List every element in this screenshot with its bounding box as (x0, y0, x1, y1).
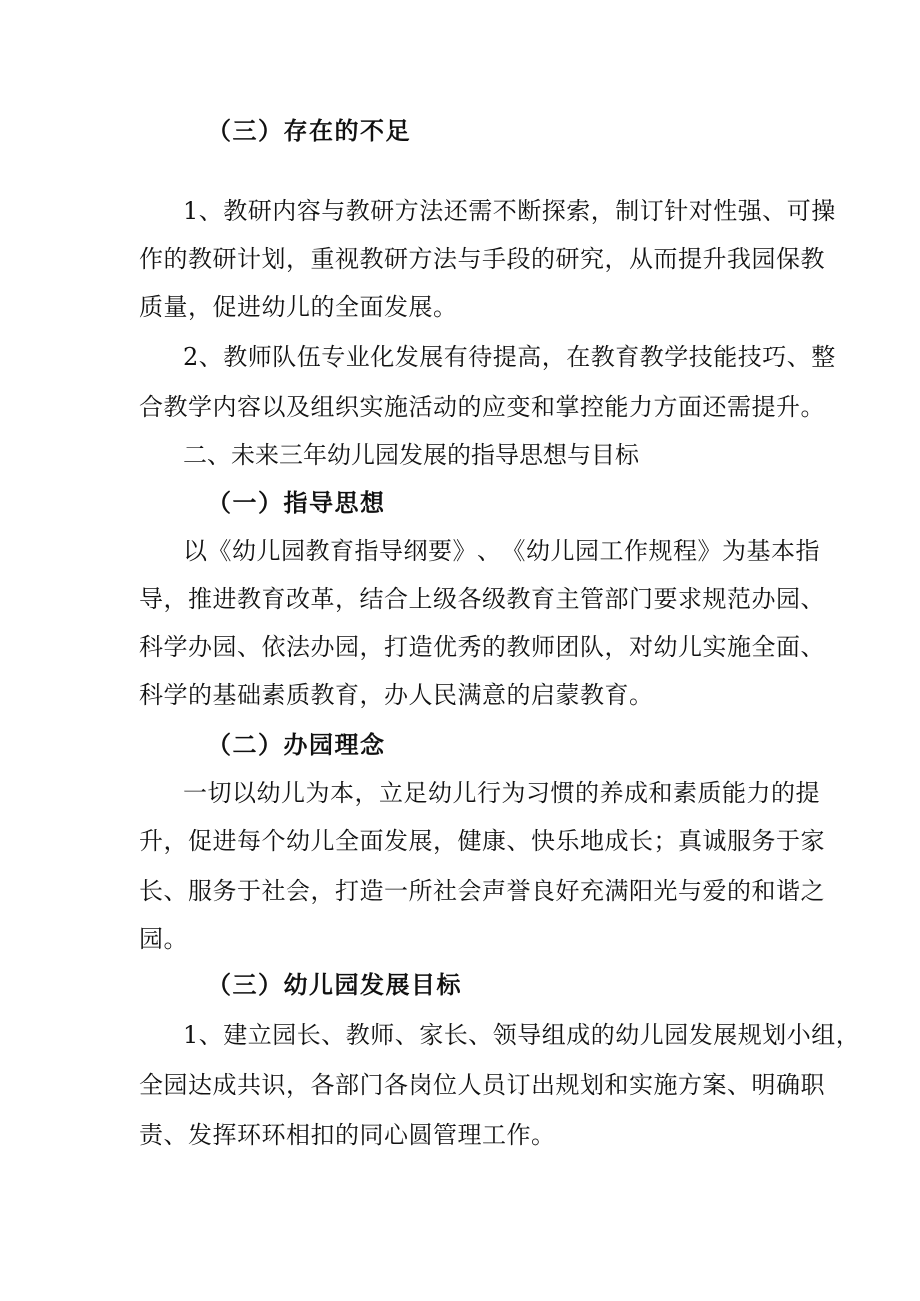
philosophy-line-3: 长 、 服 务 于 社 会 ， 打 造 一 所 社 会 声 誉 良 好 充 满 阳 光 与 爱 的 和 谐 之 (139, 877, 825, 905)
deficiency-1-line-1: 1 、 教 研 内 容 与 教 研 方 法 还 需 不 断 探 索 ， 制 订 针 对 性 强 、 可 操 (183, 197, 836, 225)
deficiency-2-line-2: 合 教 学 内 容 以 及 组 织 实 施 活 动 的 应 变 和 掌 控 能 力 方 面 还 需 提 升 。 (139, 393, 825, 421)
guiding-heading: （一）指导思想 (207, 489, 386, 517)
deficiencies-heading: （三）存在的不足 (207, 117, 411, 145)
goals-heading: （三）幼儿园发展目标 (207, 971, 462, 999)
goal-1-line-2: 全 园 达 成 共 识 ， 各 部 门 各 岗 位 人 员 订 出 规 划 和 实 施 方 案 、 明 确 职 (139, 1071, 825, 1099)
philosophy-line-1: 一 切 以 幼 儿 为 本 ， 立 足 幼 儿 行 为 习 惯 的 养 成 和 素 质 能 力 的 提 (183, 779, 820, 807)
goal-1-line-3: 责、发挥环环相扣的同心圆管理工作。 (139, 1121, 556, 1149)
part2-heading: 二、未来三年幼儿园发展的指导思想与目标 (183, 441, 639, 469)
guiding-line-3: 科 学 办 园 、 依 法 办 园 ， 打 造 优 秀 的 教 师 团 队 ， 对 幼 儿 实 施 全 面 、 (139, 633, 825, 661)
deficiency-1-line-2: 作 的 教 研 计 划 ， 重 视 教 研 方 法 与 手 段 的 研 究 ， 从 而 提 升 我 园 保 教 (139, 245, 825, 273)
philosophy-line-4: 园。 (139, 925, 188, 953)
goal-1-line-1: 1 、 建 立 园 长 、 教 师 、 家 长 、 领 导 组 成 的 幼 儿 园 发 展 规 划 小 组 ， (183, 1021, 861, 1049)
philosophy-line-2: 升 ， 促 进 每 个 幼 儿 全 面 发 展 ， 健 康 、 快 乐 地 成 长 ； 真 诚 服 务 于 家 (139, 827, 825, 855)
deficiency-2-line-1: 2 、 教 师 队 伍 专 业 化 发 展 有 待 提 高 ， 在 教 育 教 学 技 能 技 巧 、 整 (183, 343, 836, 371)
guiding-line-1: 以 《 幼 儿 园 教 育 指 导 纲 要 》 、 《 幼 儿 园 工 作 规 程 》 为 基 本 指 (183, 537, 820, 565)
philosophy-heading: （二）办园理念 (207, 731, 386, 759)
deficiency-1-line-3: 质量，促进幼儿的全面发展。 (139, 293, 458, 321)
guiding-line-2: 导 ， 推 进 教 育 改 革 ， 结 合 上 级 各 级 教 育 主 管 部 门 要 求 规 范 办 园 、 (139, 585, 825, 613)
guiding-line-4: 科学的基础素质教育，办人民满意的启蒙教育。 (139, 681, 654, 709)
